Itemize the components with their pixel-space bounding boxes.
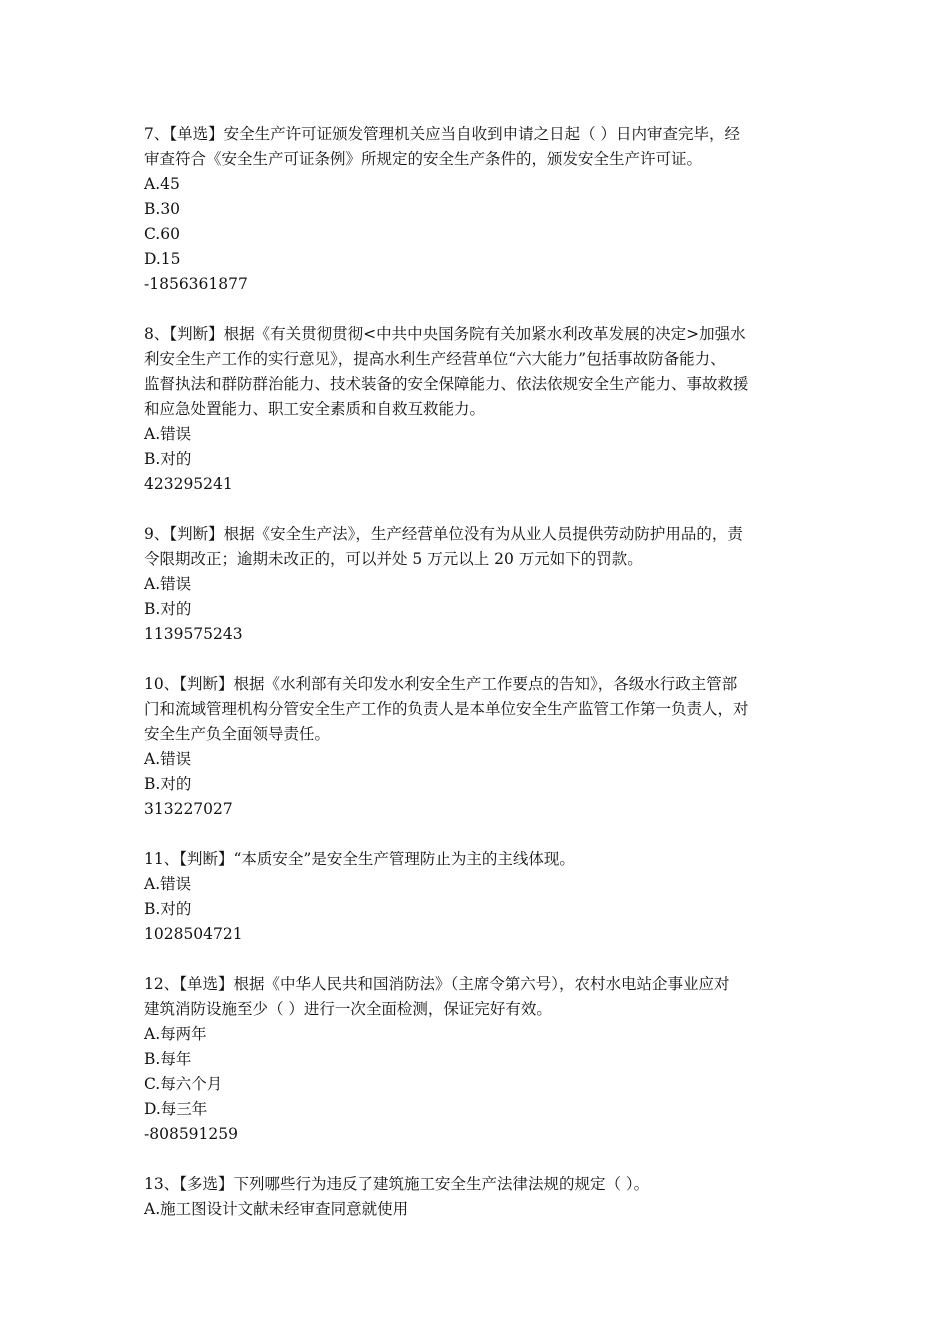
question-text-line: 和应急处置能力、职工安全素质和自救互救能力。 [144, 400, 486, 418]
answer-option: A.施工图设计文献未经审查同意就使用 [144, 1200, 409, 1218]
question-text-line: 安全生产负全面领导责任。 [144, 725, 331, 743]
question-text-line: 建筑消防设施至少（ ）进行一次全面检测，保证完好有效。 [144, 1000, 552, 1018]
question-code: 313227027 [144, 800, 233, 818]
answer-option: B.每年 [144, 1050, 192, 1068]
answer-option: C.每六个月 [144, 1075, 223, 1093]
answer-option: B.对的 [144, 450, 192, 468]
question-text-line: 12、【单选】根据《中华人民共和国消防法》（主席令第六号），农村水电站企事业应对 [144, 975, 730, 993]
answer-option: B.对的 [144, 900, 192, 918]
question-text-line: 7、【单选】安全生产许可证颁发管理机关应当自收到申请之日起（ ）日内审查完毕，经 [144, 125, 741, 143]
question-text-line: 利安全生产工作的实行意见》，提高水利生产经营单位“六大能力”包括事故防备能力、 [144, 350, 726, 368]
answer-option: A.错误 [144, 575, 192, 593]
question-block [144, 672, 810, 822]
answer-option: A.错误 [144, 750, 192, 768]
question-block [144, 1172, 810, 1222]
question-block [144, 322, 810, 497]
answer-option: D.每三年 [144, 1100, 208, 1118]
answer-option: A.错误 [144, 425, 192, 443]
question-code: 1139575243 [144, 625, 243, 643]
question-code: 1028504721 [144, 925, 243, 943]
question-text-line: 监督执法和群防群治能力、技术装备的安全保障能力、依法依规安全生产能力、事故救援 [144, 375, 749, 393]
answer-option: A.错误 [144, 875, 192, 893]
answer-option: B.30 [144, 200, 181, 218]
question-text-line: 10、【判断】根据《水利部有关印发水利安全生产工作要点的告知》，各级水行政主管部 [144, 675, 738, 693]
question-list [144, 122, 810, 1222]
answer-option: D.15 [144, 250, 181, 268]
question-block [144, 522, 810, 647]
question-block [144, 972, 810, 1147]
answer-option: B.对的 [144, 775, 192, 793]
question-text-line: 9、【判断】根据《安全生产法》，生产经营单位没有为从业人员提供劳动防护用品的，责 [144, 525, 743, 543]
question-block [144, 122, 810, 297]
question-code: -808591259 [144, 1125, 238, 1143]
answer-option: A.45 [144, 175, 180, 193]
question-text-line: 13、【多选】下列哪些行为违反了建筑施工安全生产法律法规的规定（ ）。 [144, 1175, 650, 1193]
question-block [144, 847, 810, 947]
answer-option: B.对的 [144, 600, 192, 618]
question-text-line: 令限期改正；逾期未改正的，可以并处 5 万元以上 20 万元如下的罚款。 [144, 550, 643, 568]
answer-option: C.60 [144, 225, 180, 243]
question-text-line: 8、【判断】根据《有关贯彻贯彻<中共中央国务院有关加紧水利改革发展的决定>加强水 [144, 325, 746, 343]
question-text-line: 门和流域管理机构分管安全生产工作的负责人是本单位安全生产监管工作第一负责人，对 [144, 700, 749, 718]
question-text-line: 审查符合《安全生产可证条例》所规定的安全生产条件的，颁发安全生产许可证。 [144, 150, 703, 168]
answer-option: A.每两年 [144, 1025, 207, 1043]
question-text-line: 11、【判断】“本质安全”是安全生产管理防止为主的主线体现。 [144, 850, 575, 868]
question-code: -1856361877 [144, 275, 248, 293]
question-code: 423295241 [144, 475, 233, 493]
